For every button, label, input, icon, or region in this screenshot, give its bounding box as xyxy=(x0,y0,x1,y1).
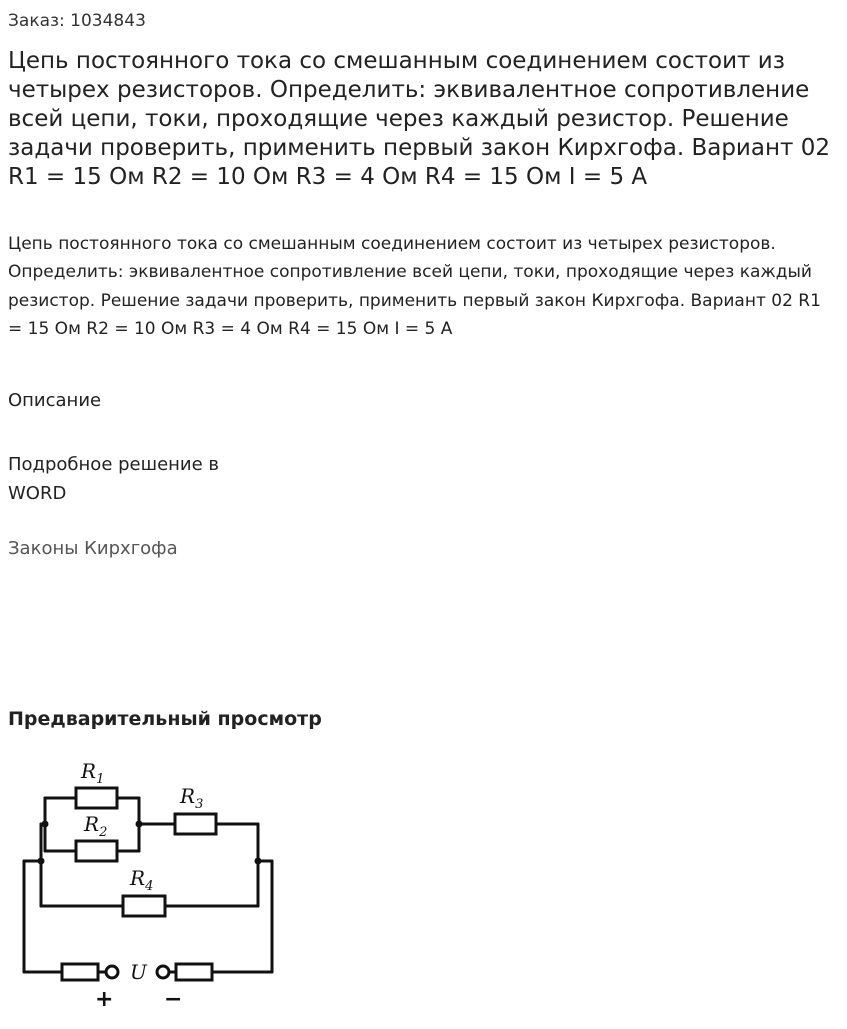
preview-heading: Предварительный просмотр xyxy=(8,708,322,730)
resistor-r2 xyxy=(76,841,117,861)
node-middle xyxy=(136,821,143,828)
source-fuse-right xyxy=(176,964,212,980)
resistor-r1 xyxy=(76,788,117,808)
resistor-r4 xyxy=(123,896,165,916)
detail-line-2: WORD xyxy=(8,483,67,504)
detail-line-1: Подробное решение в xyxy=(8,454,220,475)
page-title: Цепь постоянного тока со смешанным соединением состоит из четырех резисторов. Определить: эквивалентное сопротивление всей цепи, токи, проходящие через каждый резистор. Решение задачи проверить, применить первый закон Кирхгофа. Вариант 02 R1 = 15 Ом R2 = 10 Ом R3 = 4 Ом R4 = 15 Ом I = 5 А xyxy=(8,48,830,190)
terminal-plus xyxy=(106,966,118,978)
node-outer-right xyxy=(255,858,262,865)
circuit-diagram xyxy=(10,748,290,1012)
label-r3: $R_3$ xyxy=(180,784,204,812)
node-left xyxy=(42,821,49,828)
label-r2: $R_2$ xyxy=(84,812,108,840)
label-r4: $R_4$ xyxy=(130,866,154,894)
kirchhoff-laws-link[interactable]: Законы Кирхгофа xyxy=(8,538,178,559)
detail-text xyxy=(8,450,268,508)
node-outer-left xyxy=(38,858,45,865)
terminal-minus xyxy=(157,966,169,978)
label-r1: $R_1$ xyxy=(81,759,105,787)
resistor-r3 xyxy=(175,814,216,834)
source-fuse-left xyxy=(62,964,98,980)
description-section-label: Описание xyxy=(8,390,102,411)
order-number: Заказ: 1034843 xyxy=(8,11,146,31)
label-plus: + xyxy=(95,987,114,1012)
task-description: Цепь постоянного тока со смешанным соединением состоит из четырех резисторов. Определить: эквивалентное сопротивление всей цепи, токи, проходящие через каждый резистор. Решение задачи проверить, применить первый закон Кирхгофа. Вариант 02 R1 = 15 Ом R2 = 10 Ом R3 = 4 Ом R4 = 15 Ом I = 5 А xyxy=(8,234,821,340)
label-minus: − xyxy=(164,987,183,1012)
label-voltage: U xyxy=(130,960,147,984)
